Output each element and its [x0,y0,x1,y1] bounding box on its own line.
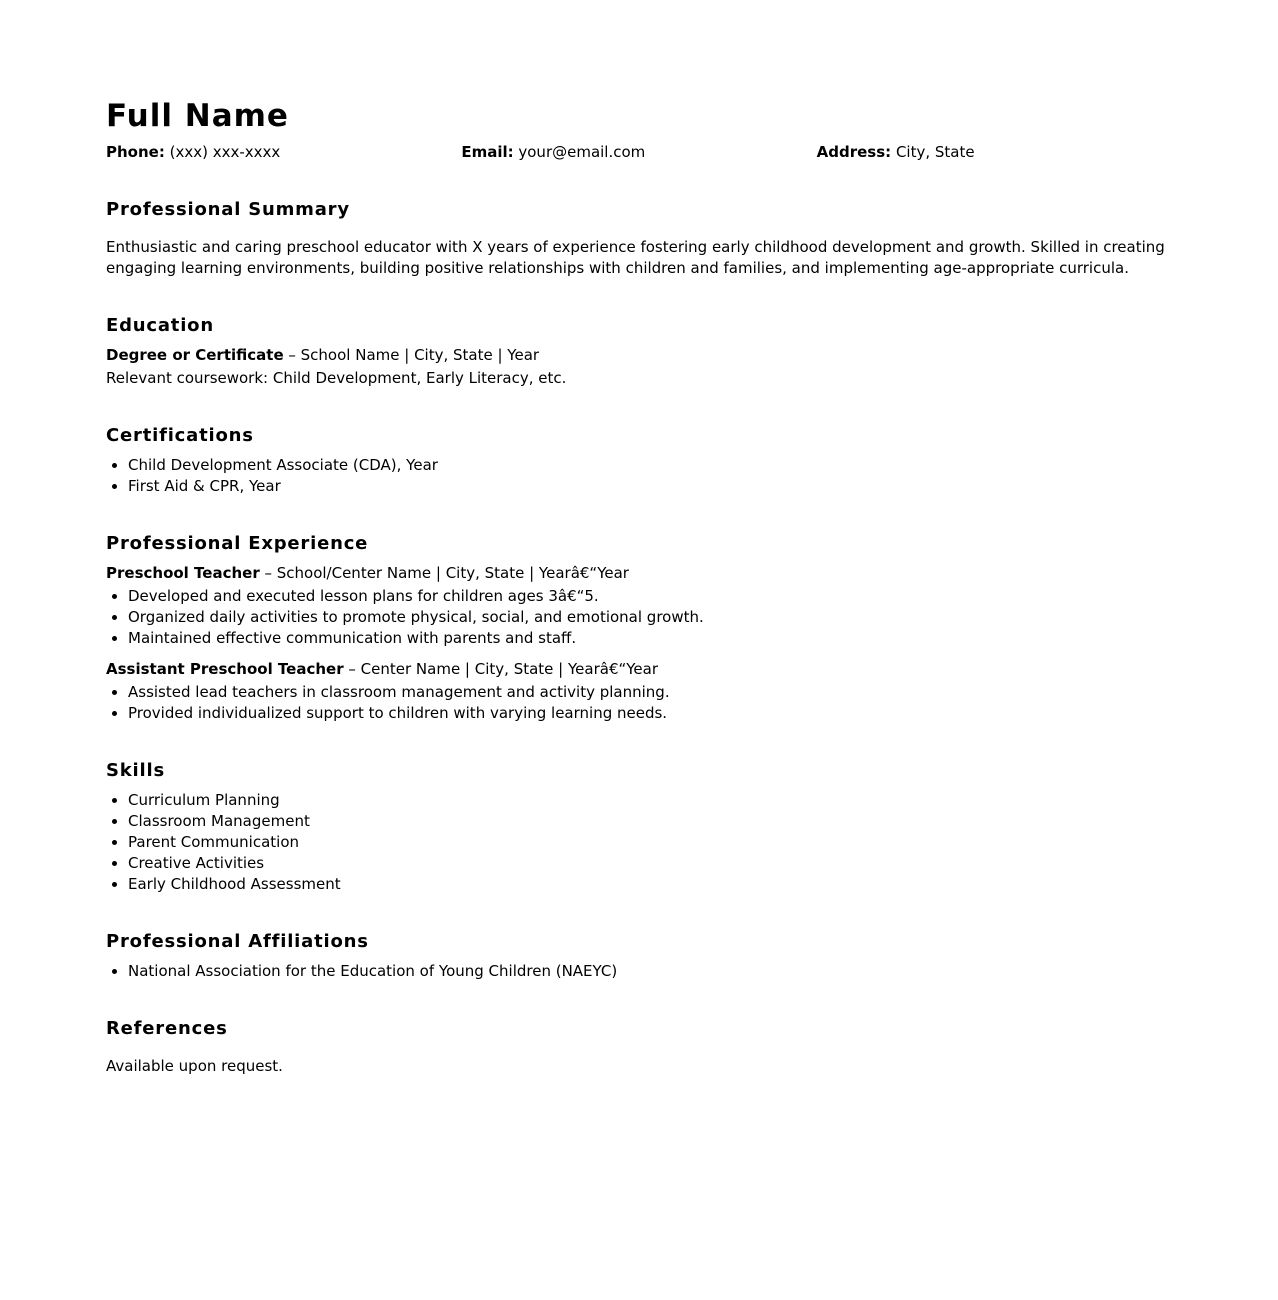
certifications-list [106,455,1172,497]
job-header [106,659,1172,680]
section-affiliations [106,930,1172,982]
phone-value: (xxx) xxx-xxxx [164,143,281,161]
skills-list [106,790,1172,895]
email-label: Email: [461,143,514,161]
address-label: Address: [816,143,892,161]
skills-heading: Skills [106,760,165,781]
section-certifications [106,424,1172,497]
references-heading: References [106,1018,228,1039]
education-details: – School Name | City, State | Year [283,346,540,364]
full-name: Full Name [106,98,289,134]
certifications-heading: Certifications [106,425,254,446]
resume-document [106,96,1172,1075]
job-title: Assistant Preschool Teacher [106,660,344,678]
affiliations-list [106,961,1172,982]
job-bullets [106,682,1172,724]
list-item: • Curriculum Planning [128,790,1172,811]
phone-label: Phone: [106,143,165,161]
contact-address [817,142,1172,163]
list-item: • Child Development Associate (CDA), Year [128,455,1172,476]
experience-heading: Professional Experience [106,533,369,554]
education-heading: Education [106,315,214,336]
list-item: • National Association for the Education of Young Children (NAEYC) [128,961,1172,982]
list-item: • Assisted lead teachers in classroom management and activity planning. [128,682,1172,703]
section-summary [106,198,1172,279]
list-item: • Classroom Management [128,811,1172,832]
contact-info [106,142,1172,163]
education-coursework: Relevant coursework: Child Development, Early Literacy, etc. [106,369,567,387]
section-experience [106,532,1172,724]
list-item: • Creative Activities [128,853,1172,874]
summary-text: Enthusiastic and caring preschool educator with X years of experience fostering early childhood development and growth. Skilled in creating engaging learning environments, building positive relationships with children and families, and implementing age-appropriate curricula. [106,238,1165,277]
job-bullets [106,586,1172,649]
list-item: • Parent Communication [128,832,1172,853]
job-details: – School/Center Name | City, State | Yearâ€“Year [259,564,629,582]
education-entry [106,345,1172,366]
section-skills [106,759,1172,895]
section-references [106,1017,1172,1077]
list-item: • Early Childhood Assessment [128,874,1172,895]
contact-phone [106,142,461,163]
list-item: • Developed and executed lesson plans for children ages 3â€“5. [128,586,1172,607]
contact-email [461,142,816,163]
email-value: your@email.com [513,143,646,161]
address-value: City, State [891,143,975,161]
list-item: • Organized daily activities to promote physical, social, and emotional growth. [128,607,1172,628]
job-details: – Center Name | City, State | Yearâ€“Year [343,660,659,678]
summary-heading: Professional Summary [106,199,350,220]
list-item: • Provided individualized support to children with varying learning needs. [128,703,1172,724]
affiliations-heading: Professional Affiliations [106,931,369,952]
job-header [106,563,1172,584]
section-education [106,314,1172,389]
job-title: Preschool Teacher [106,564,260,582]
references-text: Available upon request. [106,1057,283,1075]
list-item: • First Aid & CPR, Year [128,476,1172,497]
list-item: • Maintained effective communication with parents and staff. [128,628,1172,649]
education-degree: Degree or Certificate [106,346,284,364]
